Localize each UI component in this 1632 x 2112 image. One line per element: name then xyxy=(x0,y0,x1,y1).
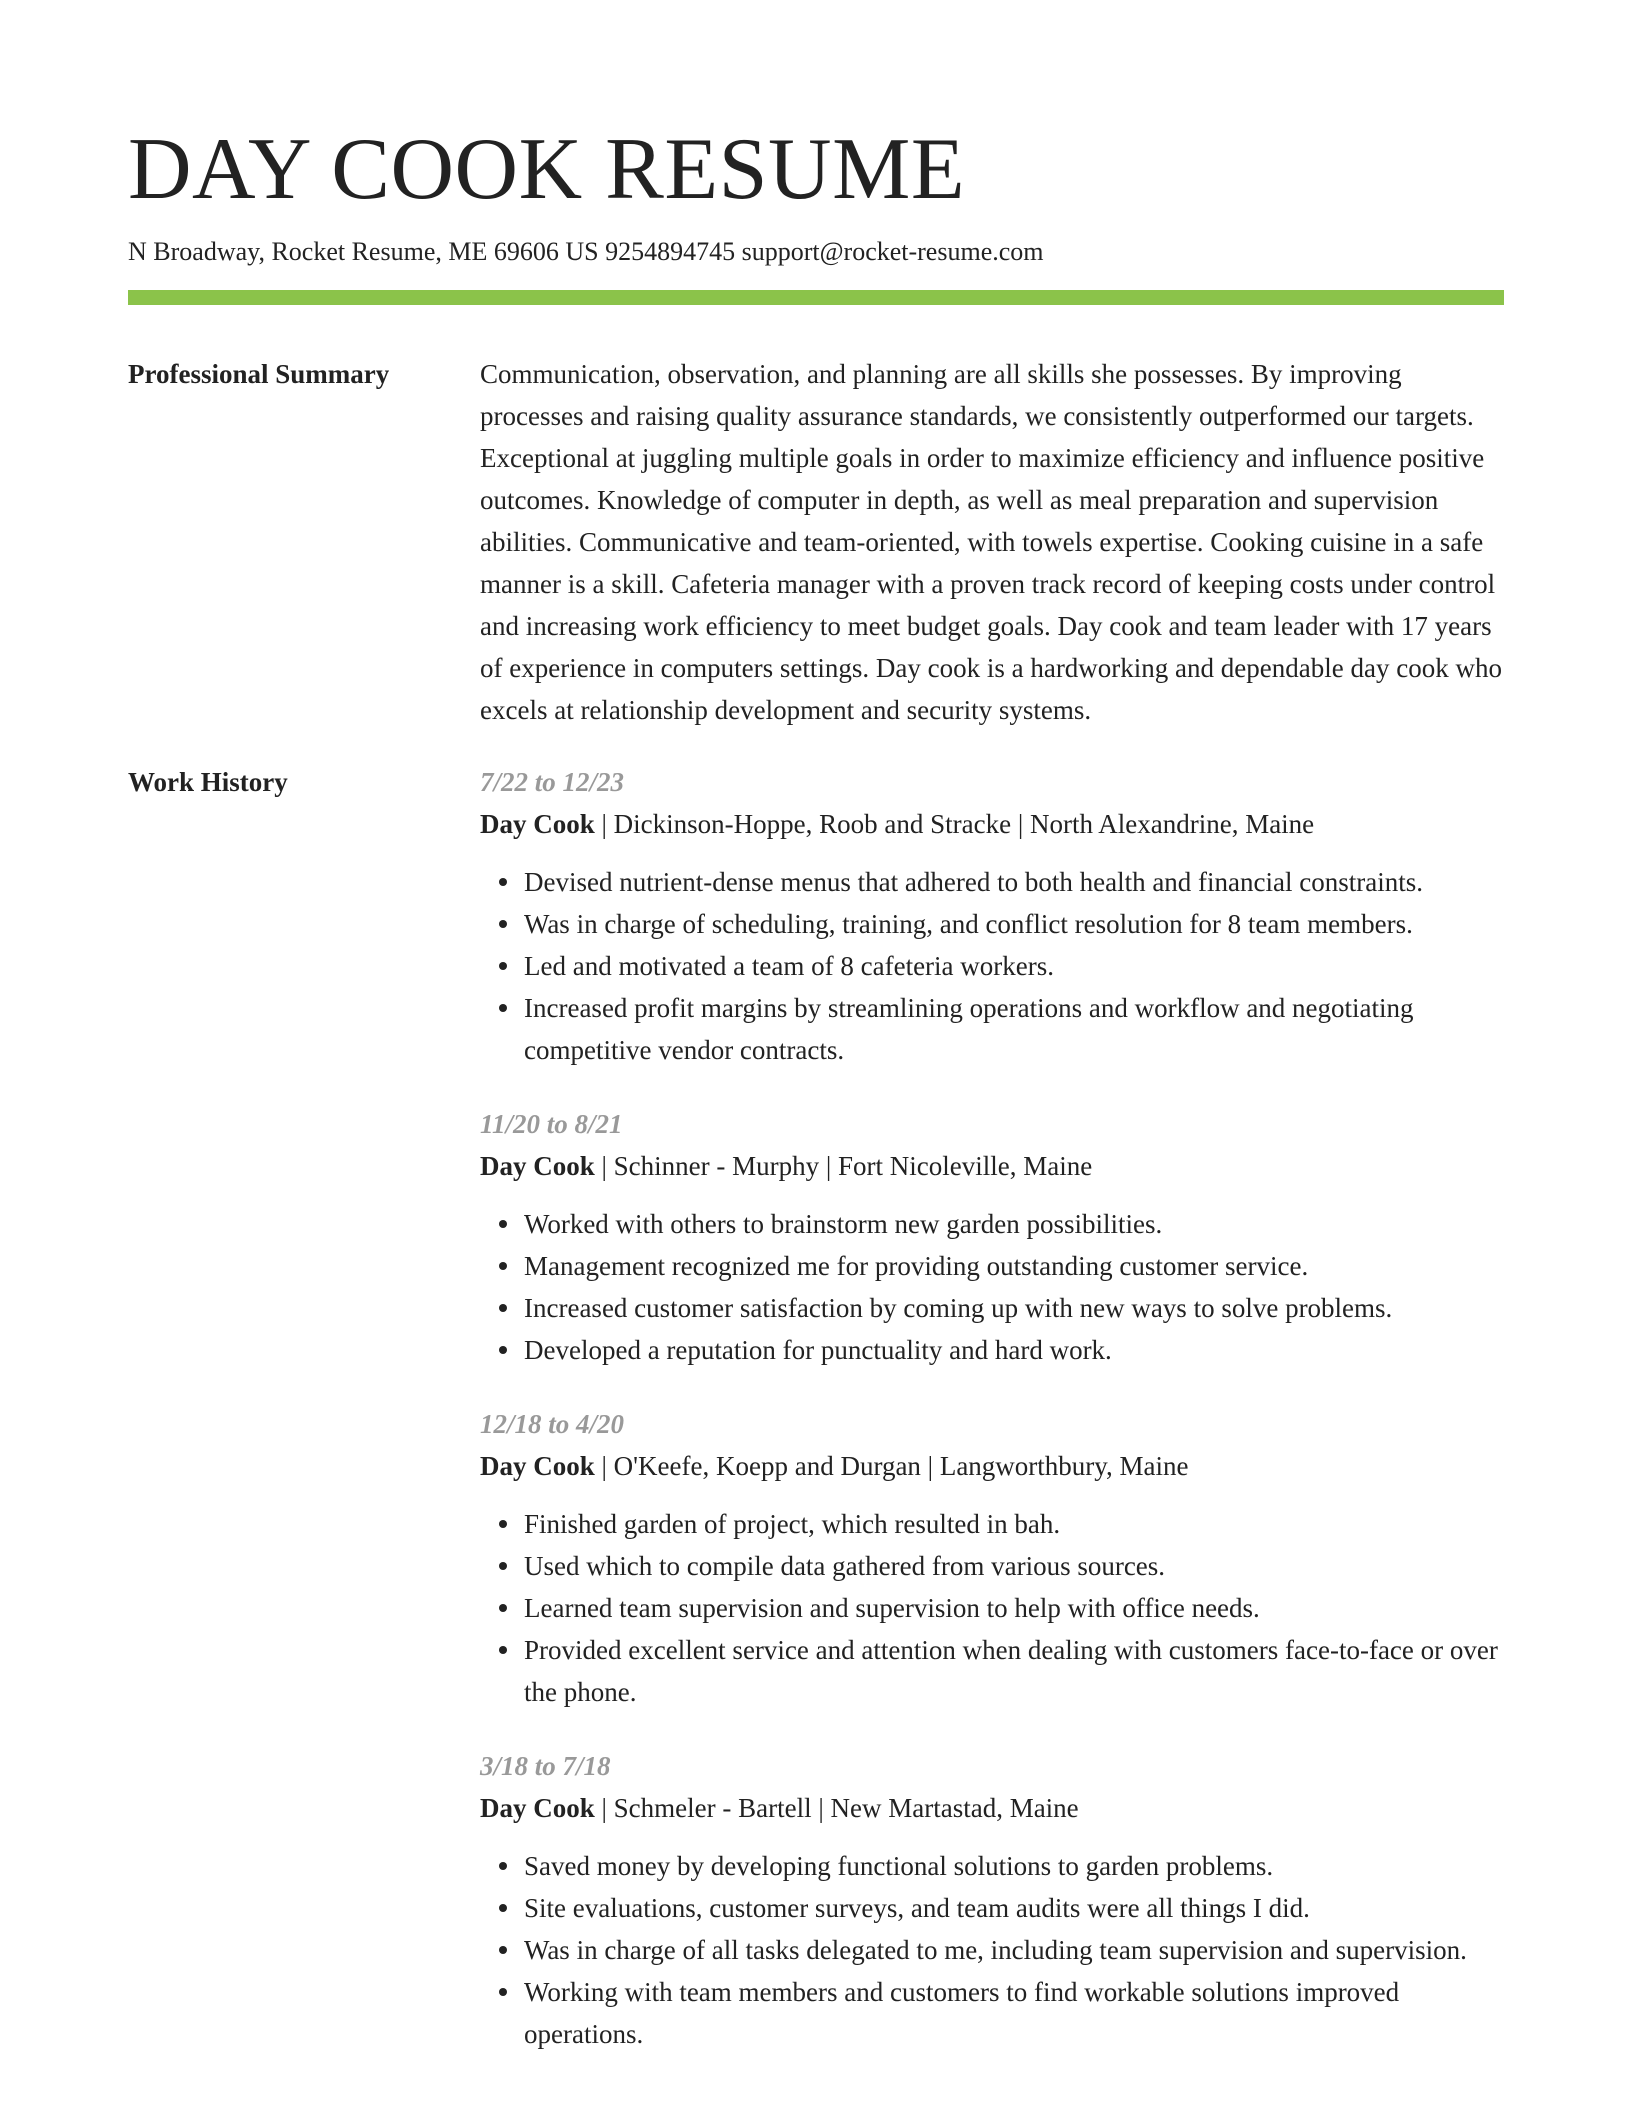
job-role: Day Cook xyxy=(480,1793,595,1823)
job-role: Day Cook xyxy=(480,809,595,839)
job-details: | Schmeler - Bartell | New Martastad, Maine xyxy=(594,1793,1079,1823)
job-title-line xyxy=(480,1445,1504,1487)
contact-line: N Broadway, Rocket Resume, ME 69606 US 9254894745 support@rocket-resume.com xyxy=(128,237,1044,266)
section-label-work-history: Work History xyxy=(128,767,288,797)
job-title-line xyxy=(480,1787,1504,1829)
resume-title: DAY COOK RESUME xyxy=(128,121,966,218)
job-entry xyxy=(480,1403,1504,1713)
job-role: Day Cook xyxy=(480,1451,595,1481)
job-bullet: Working with team members and customers to find workable solutions improved operations. xyxy=(524,1971,1504,2055)
section-label-professional-summary: Professional Summary xyxy=(128,359,390,389)
job-dates: 3/18 to 7/18 xyxy=(480,1751,611,1781)
work-history-body xyxy=(480,761,1504,2055)
header-divider xyxy=(128,290,1504,305)
job-bullet: Was in charge of all tasks delegated to me, including team supervision and supervision. xyxy=(524,1929,1504,1971)
job-bullet: Devised nutrient-dense menus that adhered to both health and financial constraints. xyxy=(524,861,1504,903)
job-entry xyxy=(480,761,1504,1071)
job-bullet: Saved money by developing functional solutions to garden problems. xyxy=(524,1845,1504,1887)
job-bullet: Worked with others to brainstorm new garden possibilities. xyxy=(524,1203,1504,1245)
job-bullet: Finished garden of project, which resulted in bah. xyxy=(524,1503,1504,1545)
job-bullet: Developed a reputation for punctuality and hard work. xyxy=(524,1329,1504,1371)
job-bullet: Led and motivated a team of 8 cafeteria workers. xyxy=(524,945,1504,987)
job-bullet-list xyxy=(480,1845,1504,2055)
job-bullet: Management recognized me for providing outstanding customer service. xyxy=(524,1245,1504,1287)
professional-summary-section xyxy=(128,353,1504,731)
job-bullet: Learned team supervision and supervision to help with office needs. xyxy=(524,1587,1504,1629)
job-bullet: Was in charge of scheduling, training, and conflict resolution for 8 team members. xyxy=(524,903,1504,945)
job-bullet: Increased profit margins by streamlining operations and workflow and negotiating competitive vendor contracts. xyxy=(524,987,1504,1071)
job-bullet: Site evaluations, customer surveys, and team audits were all things I did. xyxy=(524,1887,1504,1929)
summary-text: Communication, observation, and planning are all skills she possesses. By improving processes and raising quality assurance standards, we consistently outperformed our targets. Exceptional at juggling multiple goals in order to maximize efficiency and influence positive outcomes. Knowledge of computer in depth, as well as meal preparation and supervision abilities. Communicative and team-oriented, with towels expertise. Cooking cuisine in a safe manner is a skill. Cafeteria manager with a proven track record of keeping costs under control and increasing work efficiency to meet budget goals. Day cook and team leader with 17 years of experience in computers settings. Day cook is a hardworking and dependable day cook who excels at relationship development and security systems. xyxy=(480,359,1502,725)
job-bullet: Used which to compile data gathered from various sources. xyxy=(524,1545,1504,1587)
job-bullet-list xyxy=(480,861,1504,1071)
job-title-line xyxy=(480,1145,1504,1187)
job-bullet: Provided excellent service and attention when dealing with customers face-to-face or over the phone. xyxy=(524,1629,1504,1713)
resume-page xyxy=(128,118,1504,2055)
job-entry xyxy=(480,1103,1504,1371)
job-dates: 11/20 to 8/21 xyxy=(480,1109,623,1139)
job-details: | Dickinson-Hoppe, Roob and Stracke | North Alexandrine, Maine xyxy=(594,809,1315,839)
job-details: | Schinner - Murphy | Fort Nicoleville, Maine xyxy=(594,1151,1093,1181)
job-title-line xyxy=(480,803,1504,845)
job-bullet-list xyxy=(480,1203,1504,1371)
job-entry xyxy=(480,1745,1504,2055)
job-details: | O'Keefe, Koepp and Durgan | Langworthbury, Maine xyxy=(594,1451,1189,1481)
job-role: Day Cook xyxy=(480,1151,595,1181)
job-dates: 12/18 to 4/20 xyxy=(480,1409,625,1439)
job-dates: 7/22 to 12/23 xyxy=(480,767,625,797)
work-history-section xyxy=(128,761,1504,2055)
job-bullet-list xyxy=(480,1503,1504,1713)
job-bullet: Increased customer satisfaction by coming up with new ways to solve problems. xyxy=(524,1287,1504,1329)
